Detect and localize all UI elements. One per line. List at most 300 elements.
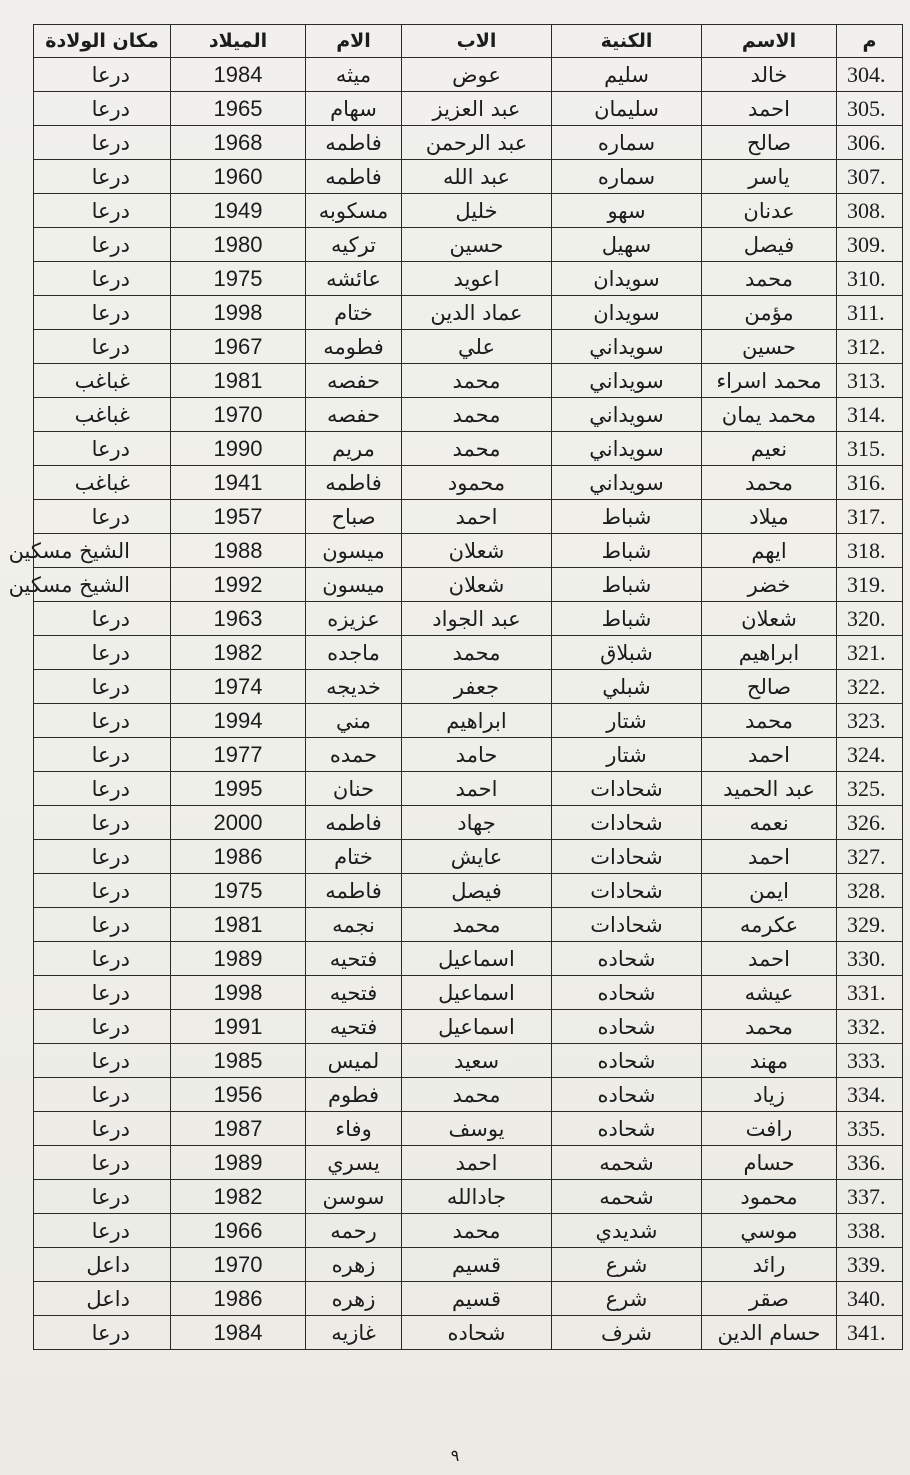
cell-index: 319. [837,568,903,602]
cell-birth-year: 1991 [171,1010,306,1044]
cell-index: 308. [837,194,903,228]
cell-mother: خديجه [306,670,402,704]
cell-birth-place: داعل [34,1248,171,1282]
cell-mother: لميس [306,1044,402,1078]
cell-name: عدنان [702,194,837,228]
table-row [34,976,903,1010]
cell-surname: شباط [552,568,702,602]
table-row [34,500,903,534]
cell-birth-place: درعا [34,330,171,364]
cell-surname: سماره [552,160,702,194]
table-row [34,636,903,670]
cell-surname: سويداني [552,364,702,398]
cell-surname: سليم [552,58,702,92]
table-row [34,1010,903,1044]
cell-birth-year: 1965 [171,92,306,126]
cell-father: احمد [402,1146,552,1180]
cell-birth-year: 1975 [171,262,306,296]
cell-mother: ختام [306,840,402,874]
cell-father: شحاده [402,1316,552,1350]
cell-birth-place: درعا [34,1146,171,1180]
cell-mother: فاطمه [306,126,402,160]
cell-birth-place: درعا [34,500,171,534]
cell-surname: شرع [552,1248,702,1282]
cell-birth-place: غباغب [34,466,171,500]
cell-name: احمد [702,738,837,772]
table-row [34,1214,903,1248]
cell-birth-year: 1981 [171,364,306,398]
cell-father: محمود [402,466,552,500]
cell-mother: تركيه [306,228,402,262]
cell-father: محمد [402,908,552,942]
cell-father: علي [402,330,552,364]
table-row [34,58,903,92]
table-row [34,942,903,976]
cell-name: احمد [702,92,837,126]
cell-index: 310. [837,262,903,296]
table-row [34,1112,903,1146]
cell-father: شعلان [402,568,552,602]
cell-name: عبد الحميد [702,772,837,806]
cell-birth-year: 1963 [171,602,306,636]
cell-birth-year: 1986 [171,840,306,874]
cell-mother: ختام [306,296,402,330]
cell-mother: غازيه [306,1316,402,1350]
cell-index: 338. [837,1214,903,1248]
cell-father: قسيم [402,1248,552,1282]
cell-birth-year: 1970 [171,398,306,432]
cell-index: 326. [837,806,903,840]
cell-surname: شرع [552,1282,702,1316]
cell-name: خضر [702,568,837,602]
table-row [34,126,903,160]
header-index: م [837,25,903,58]
cell-name: مهند [702,1044,837,1078]
table-row [34,1180,903,1214]
cell-name: فيصل [702,228,837,262]
cell-surname: شبلي [552,670,702,704]
cell-mother: فطوم [306,1078,402,1112]
cell-birth-place: درعا [34,1010,171,1044]
cell-index: 331. [837,976,903,1010]
cell-surname: سويداني [552,466,702,500]
cell-mother: فاطمه [306,160,402,194]
cell-name: زياد [702,1078,837,1112]
table-row [34,92,903,126]
cell-mother: مني [306,704,402,738]
cell-surname: شحاده [552,1078,702,1112]
cell-birth-year: 1988 [171,534,306,568]
table-row [34,568,903,602]
cell-birth-year: 1982 [171,636,306,670]
cell-mother: ميثه [306,58,402,92]
cell-mother: ماجده [306,636,402,670]
cell-name: احمد [702,942,837,976]
cell-name: مؤمن [702,296,837,330]
table-row [34,602,903,636]
cell-father: عبد الجواد [402,602,552,636]
cell-father: حامد [402,738,552,772]
cell-father: خليل [402,194,552,228]
cell-index: 324. [837,738,903,772]
cell-father: عبد الرحمن [402,126,552,160]
cell-name: خالد [702,58,837,92]
cell-father: جعفر [402,670,552,704]
cell-surname: شباط [552,602,702,636]
cell-birth-place: درعا [34,738,171,772]
cell-index: 309. [837,228,903,262]
cell-name: رافت [702,1112,837,1146]
cell-surname: سويداني [552,330,702,364]
cell-father: ابراهيم [402,704,552,738]
cell-mother: عزيزه [306,602,402,636]
cell-surname: سويدان [552,262,702,296]
table-row [34,840,903,874]
cell-index: 305. [837,92,903,126]
cell-father: قسيم [402,1282,552,1316]
cell-name: احمد [702,840,837,874]
cell-father: احمد [402,500,552,534]
cell-birth-year: 1989 [171,942,306,976]
cell-birth-year: 1956 [171,1078,306,1112]
cell-name: نعمه [702,806,837,840]
cell-birth-year: 1994 [171,704,306,738]
cell-birth-year: 1990 [171,432,306,466]
cell-surname: شحاده [552,1010,702,1044]
table-row [34,704,903,738]
cell-name: موسي [702,1214,837,1248]
table-row [34,296,903,330]
cell-father: محمد [402,364,552,398]
cell-index: 330. [837,942,903,976]
cell-index: 322. [837,670,903,704]
cell-father: عبد العزيز [402,92,552,126]
cell-father: احمد [402,772,552,806]
cell-birth-place: درعا [34,194,171,228]
cell-index: 312. [837,330,903,364]
cell-birth-place: غباغب [34,364,171,398]
cell-father: شعلان [402,534,552,568]
cell-father: عبد الله [402,160,552,194]
cell-father: محمد [402,432,552,466]
cell-surname: شرف [552,1316,702,1350]
cell-birth-place: درعا [34,58,171,92]
cell-birth-place: درعا [34,262,171,296]
table-row [34,534,903,568]
cell-surname: شحاده [552,1112,702,1146]
cell-surname: شحادات [552,840,702,874]
cell-birth-place: درعا [34,704,171,738]
cell-mother: حفصه [306,364,402,398]
cell-birth-year: 1982 [171,1180,306,1214]
cell-name: محمد [702,704,837,738]
cell-name: حسام [702,1146,837,1180]
cell-mother: فاطمه [306,806,402,840]
cell-father: يوسف [402,1112,552,1146]
cell-birth-year: 1995 [171,772,306,806]
cell-birth-year: 1998 [171,296,306,330]
cell-father: جادالله [402,1180,552,1214]
cell-birth-place: درعا [34,1214,171,1248]
cell-birth-year: 1960 [171,160,306,194]
cell-birth-place: درعا [34,942,171,976]
cell-surname: شباط [552,534,702,568]
cell-birth-year: 1957 [171,500,306,534]
cell-birth-year: 1966 [171,1214,306,1248]
cell-name: ايهم [702,534,837,568]
cell-name: محمود [702,1180,837,1214]
cell-index: 314. [837,398,903,432]
table-row [34,194,903,228]
cell-surname: سماره [552,126,702,160]
cell-surname: شباط [552,500,702,534]
cell-birth-place: الشيخ مسكين [34,534,171,568]
cell-mother: حنان [306,772,402,806]
cell-surname: شتار [552,704,702,738]
cell-birth-year: 1974 [171,670,306,704]
cell-father: جهاد [402,806,552,840]
table-row [34,738,903,772]
cell-name: رائد [702,1248,837,1282]
header-birth-place: مكان الولادة [34,25,171,58]
cell-birth-year: 1985 [171,1044,306,1078]
cell-index: 329. [837,908,903,942]
cell-mother: صباح [306,500,402,534]
cell-birth-year: 1992 [171,568,306,602]
cell-index: 332. [837,1010,903,1044]
cell-name: محمد يمان [702,398,837,432]
cell-father: حسين [402,228,552,262]
header-surname: الكنية [552,25,702,58]
cell-birth-year: 1977 [171,738,306,772]
header-father: الاب [402,25,552,58]
cell-birth-year: 1980 [171,228,306,262]
table-row [34,330,903,364]
cell-father: اسماعيل [402,976,552,1010]
cell-birth-year: 2000 [171,806,306,840]
cell-mother: فتحيه [306,942,402,976]
cell-father: عايش [402,840,552,874]
table-row [34,1044,903,1078]
cell-name: محمد [702,262,837,296]
cell-surname: سويداني [552,398,702,432]
table-row [34,432,903,466]
cell-index: 318. [837,534,903,568]
cell-name: صقر [702,1282,837,1316]
cell-birth-year: 1987 [171,1112,306,1146]
header-row [34,25,903,58]
cell-name: محمد [702,466,837,500]
cell-mother: مريم [306,432,402,466]
cell-mother: عائشه [306,262,402,296]
cell-mother: زهره [306,1248,402,1282]
cell-birth-place: درعا [34,126,171,160]
table-row [34,1078,903,1112]
cell-father: فيصل [402,874,552,908]
cell-birth-place: درعا [34,772,171,806]
cell-birth-place: داعل [34,1282,171,1316]
cell-mother: مسكوبه [306,194,402,228]
cell-surname: شحمه [552,1180,702,1214]
cell-surname: شديدي [552,1214,702,1248]
cell-birth-place: درعا [34,1112,171,1146]
table-row [34,228,903,262]
cell-father: اعويد [402,262,552,296]
cell-birth-place: درعا [34,636,171,670]
cell-mother: زهره [306,1282,402,1316]
cell-birth-year: 1984 [171,58,306,92]
cell-birth-place: غباغب [34,398,171,432]
cell-birth-year: 1984 [171,1316,306,1350]
cell-index: 340. [837,1282,903,1316]
cell-index: 335. [837,1112,903,1146]
cell-birth-year: 1970 [171,1248,306,1282]
table-row [34,1146,903,1180]
cell-mother: فتحيه [306,976,402,1010]
cell-mother: رحمه [306,1214,402,1248]
table-row [34,1248,903,1282]
cell-surname: شحاده [552,1044,702,1078]
table-row [34,908,903,942]
cell-mother: فتحيه [306,1010,402,1044]
cell-birth-year: 1986 [171,1282,306,1316]
table-row [34,1316,903,1350]
cell-name: صالح [702,126,837,160]
cell-name: محمد [702,1010,837,1044]
cell-father: سعيد [402,1044,552,1078]
cell-name: شعلان [702,602,837,636]
cell-index: 311. [837,296,903,330]
header-mother: الام [306,25,402,58]
cell-name: عيشه [702,976,837,1010]
cell-index: 327. [837,840,903,874]
cell-birth-place: درعا [34,806,171,840]
cell-surname: شتار [552,738,702,772]
cell-birth-place: درعا [34,602,171,636]
cell-father: عماد الدين [402,296,552,330]
cell-mother: فاطمه [306,874,402,908]
header-name: الاسم [702,25,837,58]
cell-mother: وفاء [306,1112,402,1146]
cell-mother: ميسون [306,568,402,602]
table-row [34,772,903,806]
cell-name: حسين [702,330,837,364]
cell-name: ميلاد [702,500,837,534]
cell-surname: شحاده [552,976,702,1010]
cell-mother: يسري [306,1146,402,1180]
cell-surname: شحادات [552,806,702,840]
cell-father: اسماعيل [402,942,552,976]
cell-birth-place: درعا [34,908,171,942]
cell-birth-place: درعا [34,228,171,262]
cell-father: اسماعيل [402,1010,552,1044]
cell-birth-place: درعا [34,874,171,908]
cell-index: 317. [837,500,903,534]
cell-name: عكرمه [702,908,837,942]
table-row [34,262,903,296]
cell-index: 316. [837,466,903,500]
cell-birth-year: 1968 [171,126,306,160]
cell-index: 333. [837,1044,903,1078]
cell-birth-place: درعا [34,1180,171,1214]
cell-name: حسام الدين [702,1316,837,1350]
cell-surname: سليمان [552,92,702,126]
header-birth-year: الميلاد [171,25,306,58]
cell-index: 304. [837,58,903,92]
cell-surname: شبلاق [552,636,702,670]
table-row [34,1282,903,1316]
cell-father: عوض [402,58,552,92]
table-row [34,364,903,398]
cell-name: ايمن [702,874,837,908]
cell-surname: سهيل [552,228,702,262]
cell-surname: سويداني [552,432,702,466]
cell-birth-place: درعا [34,1044,171,1078]
cell-birth-year: 1949 [171,194,306,228]
cell-birth-year: 1989 [171,1146,306,1180]
page-number: ٩ [450,1446,460,1465]
cell-index: 321. [837,636,903,670]
cell-birth-place: درعا [34,1078,171,1112]
cell-birth-place: درعا [34,296,171,330]
cell-father: محمد [402,1214,552,1248]
cell-mother: سوسن [306,1180,402,1214]
cell-surname: شحمه [552,1146,702,1180]
records-table [8,24,903,1350]
cell-surname: شحادات [552,772,702,806]
table-row [34,398,903,432]
table-row [34,466,903,500]
cell-mother: فطومه [306,330,402,364]
table-row [34,806,903,840]
cell-index: 325. [837,772,903,806]
cell-father: محمد [402,636,552,670]
cell-birth-place: درعا [34,1316,171,1350]
cell-name: نعيم [702,432,837,466]
cell-name: محمد اسراء [702,364,837,398]
cell-birth-place: درعا [34,432,171,466]
cell-surname: شحادات [552,874,702,908]
cell-birth-place: درعا [34,92,171,126]
cell-index: 320. [837,602,903,636]
cell-index: 334. [837,1078,903,1112]
cell-index: 323. [837,704,903,738]
cell-mother: نجمه [306,908,402,942]
cell-index: 337. [837,1180,903,1214]
cell-birth-year: 1981 [171,908,306,942]
cell-birth-year: 1975 [171,874,306,908]
cell-father: محمد [402,398,552,432]
cell-mother: حمده [306,738,402,772]
cell-birth-year: 1941 [171,466,306,500]
cell-surname: شحاده [552,942,702,976]
cell-name: صالح [702,670,837,704]
cell-birth-place: درعا [34,976,171,1010]
cell-index: 341. [837,1316,903,1350]
cell-birth-place: درعا [34,160,171,194]
cell-birth-place: الشيخ مسكين [34,568,171,602]
cell-index: 336. [837,1146,903,1180]
cell-name: ياسر [702,160,837,194]
cell-birth-year: 1967 [171,330,306,364]
cell-index: 306. [837,126,903,160]
cell-surname: شحادات [552,908,702,942]
cell-index: 339. [837,1248,903,1282]
cell-mother: حفصه [306,398,402,432]
cell-mother: سهام [306,92,402,126]
table-row [34,874,903,908]
cell-index: 307. [837,160,903,194]
